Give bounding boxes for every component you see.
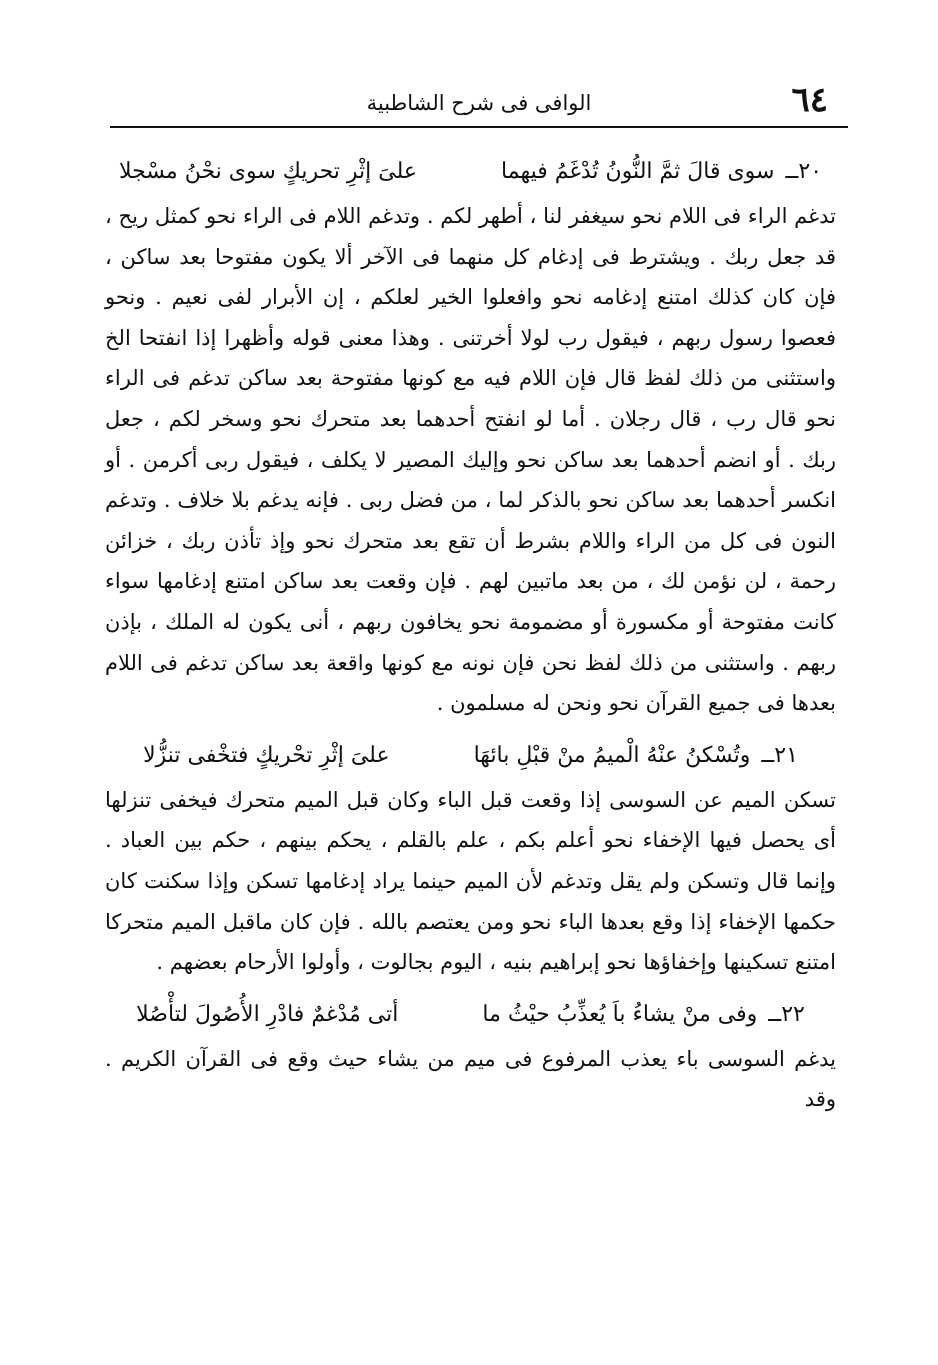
- verse-number: ٢٠ــ: [785, 159, 823, 184]
- verse-20: [105, 150, 836, 196]
- verse-second-hemistich: أتى مُدْغمٌ فادْرِ الأُصُولَ لتأْصُلا: [136, 1001, 399, 1027]
- verse-second-hemistich: علىَ إثْرِ تحريكٍ سوى نحْنُ مسْجلا: [118, 159, 418, 184]
- page-number: ٦٤: [791, 80, 828, 120]
- page-body: [105, 150, 836, 1120]
- commentary-paragraph-1: تدغم الراء فى اللام نحو سيغفر لنا ، أطهر لكم . وتدغم اللام فى الراء نحو كمثل ريح ، قد جعل ربك . ويشترط فى إدغام كل منهما فى الآخر ألا يكون مفتوحا بعد ساكن ، فإن كان كذلك امتنع إدغامه نحو وافعلوا الخير لعلكم ، إن الأبرار لفى نعيم . ونحو فعصوا رسول ربهم ، فيقول رب لولا أخرتنى . وهذا معنى قوله وأظهرا إذا انفتحا الخ واستثنى من ذلك لفظ قال فإن اللام فيه مع كونها مفتوحة بعد ساكن تدغم فى الراء نحو قال رب ، قال رجلان . أما لو انفتح أحدهما بعد متحرك نحو وسخر لكم ، جعل ربك . أو انضم أحدهما بعد ساكن نحو وإليك المصير لا يكلف ، فيقول ربى أكرمن . أو انكسر أحدهما بعد ساكن نحو بالذكر لما ، من فضل ربى . فإنه يدغم بلا خلاف . وتدغم النون فى كل من الراء واللام بشرط أن تقع بعد متحرك نحو وإذ تأذن ربك ، خزائن رحمة ، لن نؤمن لك ، من بعد ماتبين لهم . فإن وقعت بعد ساكن امتنع إدغامها سواء كانت مفتوحة أو مكسورة أو مضمومة نحو يخافون ربهم ، أنى يكون له الملك ، بإذن ربهم . واستثنى من ذلك لفظ نحن فإن نونه مع كونها واقعة بعد ساكن تدغم فى اللام بعدها فى جميع القرآن نحو ونحن له مسلمون .: [105, 204, 836, 716]
- verse-first-hemistich: وتُسْكنُ عنْهُ الْميمُ منْ قبْلِ بائهَا: [473, 742, 751, 768]
- verse-second-hemistich: علىَ إثْرِ تحْريكٍ فتخْفى تنزُّلا: [143, 742, 390, 768]
- verse-22: [105, 993, 836, 1039]
- page-header: [110, 78, 848, 128]
- verse-number: ٢٢ــ: [768, 1001, 805, 1027]
- verse-21: [105, 734, 836, 780]
- verse-number: ٢١ــ: [761, 742, 798, 768]
- commentary-paragraph-3: يدغم السوسى باء يعذب المرفوع فى ميم من يشاء حيث وقع فى القرآن الكريم . وقد: [105, 1046, 836, 1112]
- verse-first-hemistich: وفى منْ يشاءُ باَ يُعذِّبُ حيْثُ ما: [482, 1001, 758, 1027]
- commentary-paragraph-2: تسكن الميم عن السوسى إذا وقعت قبل الباء وكان قبل الميم متحرك فيخفى تنزلها أى يحصل فيها الإخفاء نحو أعلم بكم ، علم بالقلم ، يحكم بينهم ، حكم بين العباد . وإنما قال وتسكن ولم يقل وتدغم لأن الميم حينما يراد إدغامها تسكن وإذا سكنت كان حكمها الإخفاء إذا وقع بعدها الباء نحو ومن يعتصم بالله . فإن كان ماقبل الميم متحركا امتنع تسكينها وإخفاؤها نحو إبراهيم بنيه ، اليوم بجالوت ، وأولوا الأرحام بعضهم .: [105, 787, 836, 975]
- verse-first-hemistich: سوى قالَ ثمَّ النُّونُ تُدْغَمُ فيهما: [501, 159, 775, 184]
- running-title: الوافى فى شرح الشاطبية: [366, 91, 592, 115]
